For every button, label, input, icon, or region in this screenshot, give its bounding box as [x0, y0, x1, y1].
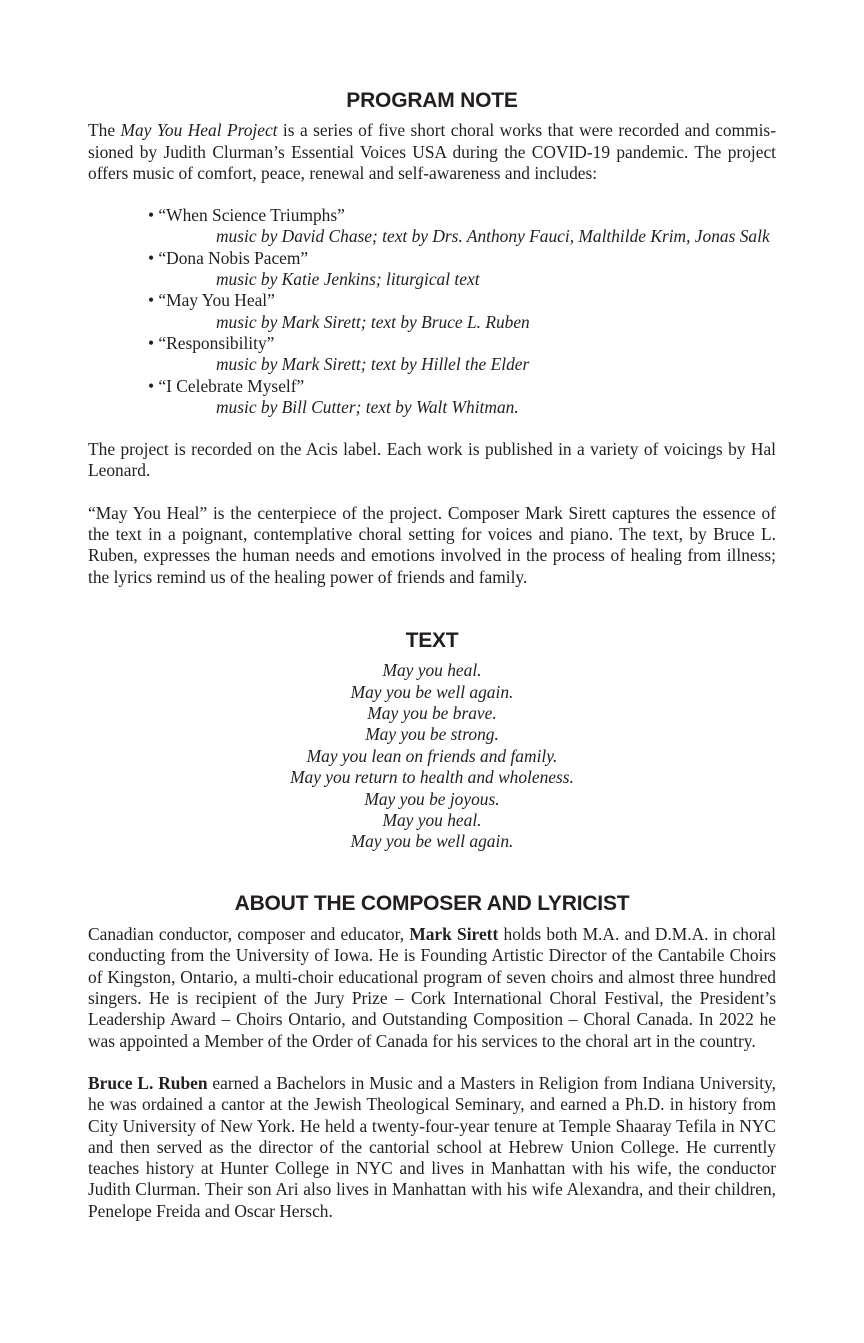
document-page — [88, 0, 776, 1222]
lyric-line: May you be well again. — [350, 681, 514, 702]
lyric-line: May you lean on friends and family. — [306, 745, 558, 766]
work-credit: music by Katie Jenkins; liturgical text — [216, 269, 480, 290]
work-title: • “When Science Triumphs” — [148, 205, 345, 226]
work-title: • “May You Heal” — [148, 290, 275, 311]
works-list — [148, 205, 776, 418]
lyric-line: May you be brave. — [367, 703, 497, 724]
bio-text: earned a Bachelors in Music and a Masters in Religion from Indiana University, he was ordained a cantor at the Jewish Theological Seminary, and earned a Ph.D. in history from City University of New York. He held a twenty-four-year tenure at Temple Shaaray Tefila in NYC and then served as the director of the cantorial school at Hebrew Union College. He currently teaches history at Hunter College in NYC and lives in Manhattan with his wife, the conductor Judith Clurman. Their son Ari also lives in Manhattan with his wife Alexandra, and their children, Penelope Freida and Oscar Hersch. — [88, 1072, 776, 1221]
composer-bio — [88, 924, 776, 1052]
lyrics — [88, 660, 776, 853]
work-title: • “I Celebrate Myself” — [148, 375, 305, 396]
project-title: May You Heal Project — [120, 120, 278, 141]
intro-text: The — [88, 120, 121, 141]
work-credit: music by Mark Sirett; text by Bruce L. Ruben — [216, 311, 530, 332]
program-note-intro — [88, 120, 776, 184]
program-note-heading: PROGRAM NOTE — [346, 89, 518, 112]
intro-text: is a series of five short choral works that were recorded and commissioned by Judith Clurman’s Essential Voices USA during the COVID-19 pandemic. The project offers music of comfort, peace, renewal and self-awareness and includes: — [88, 120, 776, 183]
work-title: • “Responsibility” — [148, 332, 275, 353]
lyric-line: May you be well again. — [350, 831, 514, 852]
bio-text: Canadian conductor, composer and educator, — [88, 924, 410, 945]
lyric-line: May you heal. — [382, 810, 482, 831]
lyricist-bio — [88, 1073, 776, 1222]
about-heading: ABOUT THE COMPOSER AND LYRICIST — [234, 891, 630, 915]
lyric-line: May you be strong. — [365, 724, 499, 745]
list-item — [148, 333, 776, 376]
work-credit: music by Mark Sirett; text by Hillel the Elder — [216, 354, 530, 375]
work-credit: music by David Chase; text by Drs. Anthony Fauci, Malthilde Krim, Jonas Salk — [216, 226, 770, 247]
recording-paragraph: The project is recorded on the Acis label. Each work is published in a variety of voicings by Hal Leonard. — [88, 439, 776, 481]
composer-name: Mark Sirett — [409, 924, 499, 945]
lyric-line: May you be joyous. — [364, 788, 500, 809]
text-heading: TEXT — [405, 628, 459, 652]
bio-text: holds both M.A. and D.M.A. in choral conducting from the University of Iowa. He is Founding Artistic Director of the Cantabile Choirs of Kingston, Ontario, a multi-choir educational program of seven choirs and almost three hundred singers. He is recipient of the Jury Prize – Cork International Choral Festival, the President’s Leadership Award – Choirs Ontario, and Outstanding Composition – Choral Canada. In 2022 he was appointed a Member of the Order of Canada for his services to the choral art in the country. — [88, 924, 776, 1051]
list-item — [148, 376, 776, 419]
work-title: • “Dona Nobis Pacem” — [148, 247, 309, 268]
list-item — [148, 205, 776, 248]
lyric-line: May you heal. — [382, 660, 482, 681]
list-item — [148, 290, 776, 333]
list-item — [148, 248, 776, 291]
lyricist-name: Bruce L. Ruben — [88, 1072, 208, 1093]
lyric-line: May you return to health and wholeness. — [290, 767, 574, 788]
work-credit: music by Bill Cutter; text by Walt Whitman. — [216, 396, 519, 417]
centerpiece-paragraph: “May You Heal” is the centerpiece of the project. Composer Mark Sirett captures the essence of the text in a poignant, contemplative choral setting for voices and piano. The text, by Bruce L. Ruben, expresses the human needs and emotions involved in the process of healing from illness; the lyrics remind us of the healing power of friends and family. — [88, 502, 776, 587]
